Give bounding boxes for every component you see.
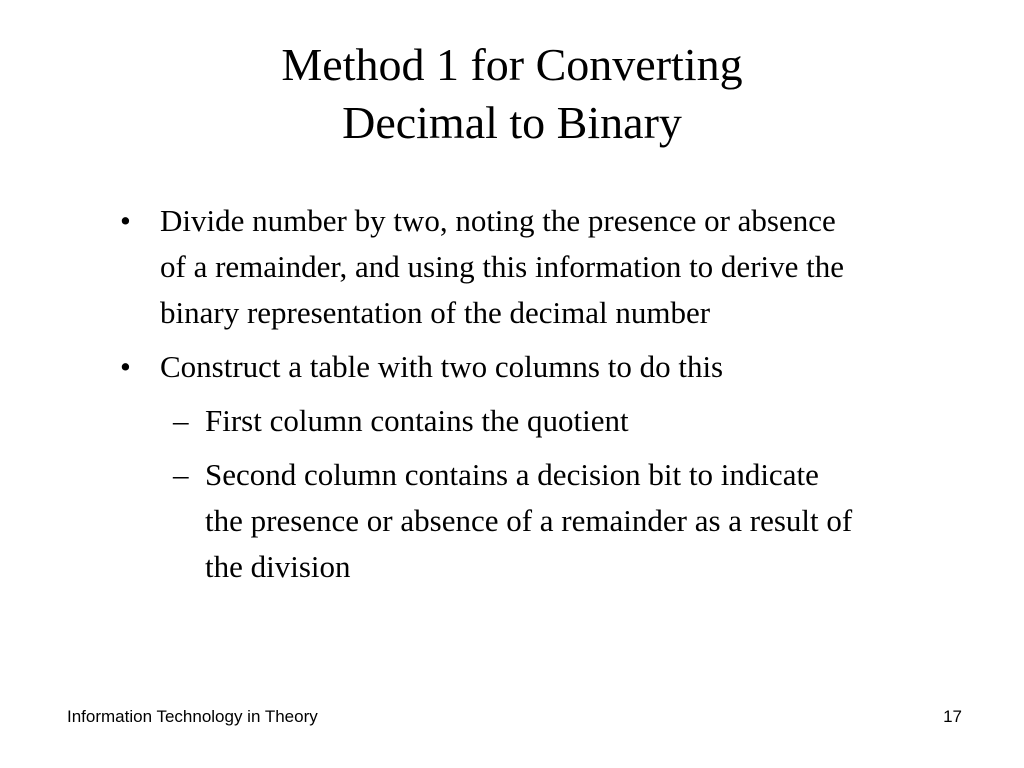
slide-body — [120, 198, 860, 598]
bullet-marker: • — [120, 203, 131, 238]
bullet-text: Divide number by two, noting the presence or absence of a remainder, and using this information to derive the binary representation of the decimal number — [160, 203, 845, 330]
sub-bullet-text: First column contains the quotient — [205, 403, 629, 438]
bullet-item — [120, 198, 860, 336]
bullet-text: Construct a table with two columns to do this — [160, 349, 724, 384]
sub-bullet-marker: – — [173, 457, 189, 492]
bullet-marker: • — [120, 349, 131, 384]
title-line-1: Method 1 for Converting — [281, 39, 743, 90]
slide-title — [0, 36, 1024, 152]
bullet-item — [120, 344, 860, 390]
sub-bullet-item — [120, 398, 860, 444]
sub-bullet-text: Second column contains a decision bit to indicate the presence or absence of a remainder as a result of the division — [205, 457, 853, 584]
footer-course-title: Information Technology in Theory — [67, 707, 318, 726]
page-number: 17 — [943, 707, 962, 726]
title-line-2: Decimal to Binary — [342, 97, 682, 148]
sub-bullet-marker: – — [173, 403, 189, 438]
sub-bullet-item — [120, 452, 860, 590]
